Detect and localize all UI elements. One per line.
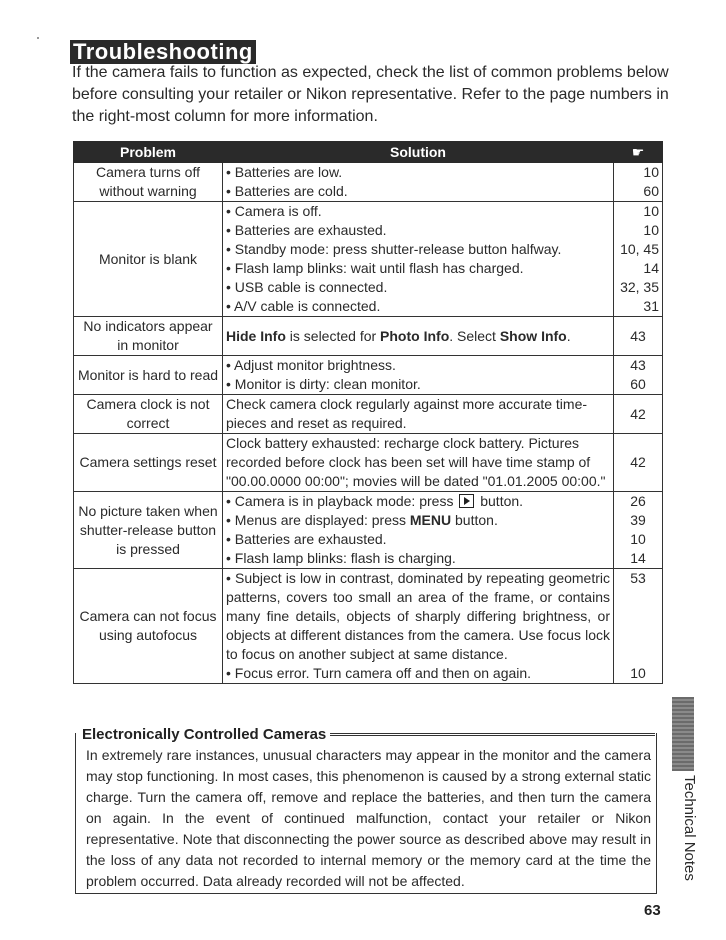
page-ref: 10 xyxy=(630,665,646,681)
solution-item: • Batteries are exhausted. xyxy=(226,530,610,549)
solution-item xyxy=(226,492,610,511)
page-ref: 10 xyxy=(643,164,659,180)
problem-cell: Camera settings reset xyxy=(74,434,223,492)
table-row xyxy=(74,492,663,569)
solution-text: . xyxy=(566,327,571,344)
solution-cell xyxy=(223,202,614,317)
solution-item: • Focus error. Turn camera off and then on again. xyxy=(226,664,610,683)
note-heading: Electronically Controlled Cameras xyxy=(82,726,330,743)
header-solution: Solution xyxy=(223,142,614,163)
page-ref: 60 xyxy=(643,183,659,199)
problem-cell: No picture taken when shutter-release button is pressed xyxy=(74,492,223,569)
menu-button-label: MENU xyxy=(409,512,452,528)
solution-text: . Select xyxy=(449,327,500,344)
page-ref: 10 xyxy=(643,222,659,238)
header-problem: Problem xyxy=(74,142,223,163)
troubleshooting-table xyxy=(73,141,663,684)
side-tab-label: Technical Notes xyxy=(681,775,698,881)
page-ref: 10, 45 xyxy=(620,241,659,257)
solution-text: Camera is in playback mode: press xyxy=(234,493,458,509)
table-row xyxy=(74,434,663,492)
page-ref: 14 xyxy=(630,550,646,566)
solution-text: button. xyxy=(451,512,498,528)
page-ref: 10 xyxy=(630,531,646,547)
option-show-info: Show Info xyxy=(499,327,567,344)
problem-cell: Camera clock is not correct xyxy=(74,395,223,434)
page-spacer xyxy=(617,588,659,664)
header-page-icon: ☛ xyxy=(614,142,663,163)
table-header-row xyxy=(74,142,663,163)
page-ref: 32, 35 xyxy=(620,279,659,295)
playback-button-icon xyxy=(459,494,474,508)
table-row xyxy=(74,395,663,434)
solution-item: • Camera is off. xyxy=(226,202,610,221)
solution-cell xyxy=(223,492,614,569)
solution-cell: Clock battery exhausted: recharge clock battery. Pictures recorded before clock has been set will have time stamp of "00.00.0000 00:00"; movies will be dated "01.01.2005 00:00." xyxy=(223,434,614,492)
note-heading-rule xyxy=(318,733,655,736)
table-row xyxy=(74,202,663,317)
solution-item: • A/V cable is connected. xyxy=(226,297,610,316)
page-cell xyxy=(614,356,663,395)
note-body: In extremely rare instances, unusual characters may appear in the monitor and the camera may stop functioning. In most cases, this phenomenon is caused by a strong external static charge. Turn the camera off, remove and replace the batteries, and then turn the camera on again. In the event of continued malfunction, contact your retailer or Nikon representative. Note that disconnecting the power source as described above may result in the loss of any data not recorded to internal memory or the memory card at the time the problem occurred. Data already recorded will not be affected. xyxy=(86,747,651,889)
solution-item: • Flash lamp blinks: wait until flash has charged. xyxy=(226,259,610,278)
solution-item: • Subject is low in contrast, dominated by repeating geometric patterns, covers too small an area of the frame, or contains many fine details, objects of sharply differing brightness, or objects at different distances from the camera. Use focus lock to focus on another subject at same distance. xyxy=(226,569,610,664)
scan-speck xyxy=(37,37,39,39)
problem-cell: No indicators appear in monitor xyxy=(74,317,223,356)
table-row xyxy=(74,317,663,356)
solution-item: • Batteries are low. xyxy=(226,163,610,182)
intro-paragraph: If the camera fails to function as expected, check the list of common problems below before consulting your retailer or Nikon representative. Refer to the page numbers in the right-most column for more information. xyxy=(72,64,669,125)
solution-item: • Standby mode: press shutter-release button halfway. xyxy=(226,240,610,259)
page-ref: 10 xyxy=(643,203,659,219)
side-tab-marker xyxy=(672,697,694,771)
table-row xyxy=(74,569,663,684)
solution-item: • Adjust monitor brightness. xyxy=(226,356,610,375)
page-ref: 43 xyxy=(630,357,646,373)
page-number: 63 xyxy=(644,902,661,919)
problem-cell: Camera can not focus using autofocus xyxy=(74,569,223,684)
page-ref: 39 xyxy=(630,512,646,528)
page-cell: 43 xyxy=(614,317,663,356)
solution-item: • Monitor is dirty: clean monitor. xyxy=(226,375,610,394)
page-cell: 42 xyxy=(614,395,663,434)
page-ref: 14 xyxy=(643,260,659,276)
table-row xyxy=(74,356,663,395)
problem-cell: Camera turns off without warning xyxy=(74,163,223,202)
problem-cell: Monitor is hard to read xyxy=(74,356,223,395)
problem-cell: Monitor is blank xyxy=(74,202,223,317)
option-photo-info: Photo Info xyxy=(380,327,450,344)
solution-text: is selected for xyxy=(285,327,381,344)
solution-text: Menus are displayed: press xyxy=(234,512,410,528)
page-ref: 53 xyxy=(630,570,646,586)
solution-item xyxy=(226,511,610,530)
page-ref: 60 xyxy=(630,376,646,392)
page-ref: 26 xyxy=(630,493,646,509)
page-ref: 31 xyxy=(643,298,659,314)
page-cell xyxy=(614,202,663,317)
page-title: Troubleshooting xyxy=(70,40,256,64)
solution-cell xyxy=(223,317,614,356)
solution-item: • Batteries are exhausted. xyxy=(226,221,610,240)
solution-item: • Flash lamp blinks: flash is charging. xyxy=(226,549,610,568)
option-hide-info: Hide Info xyxy=(226,327,286,344)
page-title-wrap xyxy=(70,40,256,64)
table-row xyxy=(74,163,663,202)
page-cell: 42 xyxy=(614,434,663,492)
solution-item: • USB cable is connected. xyxy=(226,278,610,297)
solution-cell xyxy=(223,356,614,395)
page-cell xyxy=(614,492,663,569)
solution-cell: Check camera clock regularly against more accurate time-pieces and reset as required. xyxy=(223,395,614,434)
solution-cell xyxy=(223,163,614,202)
page-cell xyxy=(614,163,663,202)
solution-text: button. xyxy=(476,493,524,509)
solution-item: • Batteries are cold. xyxy=(226,182,610,201)
page-cell xyxy=(614,569,663,684)
solution-cell xyxy=(223,569,614,684)
